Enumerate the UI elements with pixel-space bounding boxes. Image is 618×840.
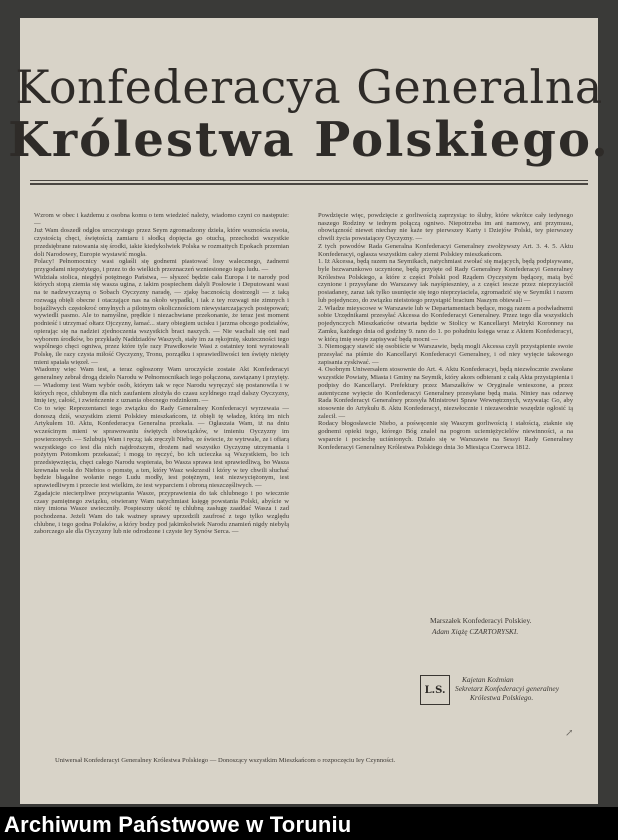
left-text-column: Wzrom w obec i każdemu z osobna komu o tem wiedzieć należy, wiadomo czyni co następuie: — Już Wam doszedł odgłos uroczystego przez Seym zgromadzony dzieła, które wsznościa swoia, czystością chęci, świętością zamiaru i słodką dopięcia go otuchą, przechodzi wszystkie przedsiębrane ratowania się środki, iakie kiedykolwiek Polska w rozmaitych Epokach przemian doli Narodowey, Europie wystawić mogła. Polacy! Pełnomocnicy wasi ogłaśli się godnemi piastować losy walecznego, żadnemi przygodami niepożytego, i przez to do wielkich przeznaczeń wzniesionego iego ludu. — Widziała stolica, niegdyś potężnego Państwa, — słyszeć będzie cała Europa i te narody pod których stopą ziemia się wasza ugina, z iakim pospiechem dalyli Posłowie i Deputowani wasi na te nadzwyczayną o Sobach Oyczyzny naradę, — zjakę bacznością dostrzegli — z iaką rozwagą obięli obecne i otaczające nas na około wypadki, i iak z tey rozwagi nie zimnych i bojaźliwych częstokroć omylnych a pilotnym okolicznościom niewystarczających postępowań; wywiedli pasmo. Ale to namyślne, prędkie i niezachwiane przekonanie, że teraz jest moment podnieść i utrzymać ołtarz Ojczyzny, łamać... stary obiegiem ucisku i jarzma obcego podziałów, opierając się na nadziei zjednoczenia wszystkich braci naszych. — Nie wachali się oni nad wyborem środków, bo przykłady Naddziadów Waszych, stały im za rękojmię, skuteczności tego wspólnego chęci ogniwa, przez które tyle razy Prawdkowie Wasi z ostatniey toni wyratowali Polskę, ile razy czysta miłość Oyczyzny, Tronu, porządku i sprawiedliwości ten święty nieięty mieni spaiała więzeł. — Wiadomy więc Wam iest, a teraz ogłoszony Wam uroczyście zostaie Akt Konfederacyi generalney zebrał drogą dzieło Narodu w Pełnomocnikach iego połączona, zawiązany i przyięty. — Wiadomy iest Wam wybór osób, którym tak w ręce Narodu wyręczyć się postanowila i w których ręce, chlubnym dla nich zaufaniem złożyła do czasu szyldnego rząd dalszy Oyczyzny, Imię iey, całość, i zwieńczenie z uznania obecnego rodzinkom. — Co to więc Reprezentanci tego związku do Rady Generalney Konfederacyi wyrzewaia — donoszą dziś, wszystkim ziemi Polskiey mieszkańcom, iż obięli tę władzę, którą im nich Artykułem 10. Aktu, Konfederacya Generalna przekala. — Ogłaszaia Wam, iż na dniu wcześcinym mieni w sprawowaniu świętych obowiązków, w imieniu Oyczyzny im powierzonych. — Szlubują Wam i ręczą; iak zręczyli Niebu, ze świecie, że wytrwale, ze i ofiarą wszystkiego co iest dla nich najdroższym, drożem nad wszystko Oyczyznę utrzymania i pożytym Potomkom przekazać; i mogą to ręczyć, bo ich ucieczka są Wszystkiem, bo ich przedsięwzięcia, chęci całego Narodu wspieraia, bo Wasza sprawa iest sprawiedliwą, bo Wasza krewnała wola do Niebios o pomstę, a ten, który Wasz wskrzesił i który w tey chwili słuchać będzie błagalne wołanie nego Ludu modły, iest potężnym, iest niezwyciężonym, iest sprawiedliwym i przecie iest wielkim, że iest wyparciem i obroną nieszczęśliwych. — Zgadajcie niecierpliwe przywiązania Wasze, przyprawienia do tak chlubnego i po wiecznie czasy pamiętnego związku, otwierany Wam natychmiast księgę powstania Polski, abyście w niey imiona Wasze uwieczniły. Pospieszny ukoić tę chlubną zasługę zaaddać Wasza i zad pochodzena. Jeżeli Wam do tak ważney sprawy uprzedzili zaufrosć z tego tylko względu chlubne, i tego godna Polaków, a który bodzy pod jakimkolwiek Narodu znamień nigdy niebyłą zaborczego ale dla Oyczyzny lub nie odrodzone i czyste Iey Synów Serca. — — [34, 212, 289, 536]
document-title-line1: Konfederacya Generalna — [15, 60, 603, 114]
title-rule-bottom — [30, 183, 588, 185]
archive-label: Archiwum Państwowe w Toruniu — [4, 812, 352, 837]
marshal-title: Marszałek Konfederacyi Polskiey. — [430, 616, 532, 625]
document-footer: Uniwersał Konfederacyi Generalney Królestwa Polskiego — Donoszący wszystkim Mieszkańcom o rozpoczęciu Iey Czynności. — [55, 757, 396, 764]
secretary-name: Kajetan Koźmian — [462, 675, 514, 684]
secretary-title-line2: Królestwa Polskiego. — [470, 693, 534, 702]
title-rule-top — [30, 180, 588, 181]
marshal-name: Adam Xiążę CZARTORYSKI. — [432, 627, 519, 636]
secretary-title-line1: Sekretarz Konfederacyi generalney — [455, 684, 559, 693]
right-text-column: Powdzięcie więc, powdzięcie z gorliwością zaprzysiąc to śluby, które wkrótce cały iedynego naszego Rodziny w iednym połączą ogniwo. Niepotrzeba im ani namowy, ani przymusu, obowiązność niewet niechay nie każe tey pierwszey Karty i Dziejów Polski, tey pierwszey chwili życia powstaiącey Oyczyzny. — Z tych powodów Rada Generalna Konfederacyi Generalney zwołżywszy Art. 3. 4. 5. Aktu Konfederacyi, ogłasza wszystkim całey ziemi Polskiey mieszkańcom. 1. Iż Akcessa, będą razem na Seymikach, natychmiast zwołać się mających, będą podpisywane, byle bezwarunkowo uczynione, będą przyięte od Rady Generalney Konfederacyi Generalney Królestwa Polskiego, a które z części Polski pod Rządem Oyczystym będącey, maią być czynione i przysyłane do Warszawy iak nayśpieszniey, a z części iescze przez nieprzyiaciół posiadaney, zaraz iak tylko usunięcie się tego nieprzyiaciela, zgromadzić się w Seymiki i razem lub pojedynczo, do związku nieistotego przystąpić bracium Naszym obiewali — 2. Władze mieyscowe w Warszawie lub w Departamentach będące, mogą razem a podwładnemi sobie Urzędnikami przesyłać Akcessa do Konfederacyi Generalney. Przez tego dla wszystkich pojedynczych Mieszkańców otwarta będzie w Stolicy w Kancellaryi Metryki Koronney na Zamku, każdego dnia od godziny 9. rano do 1. po południu księga wraz z Aktem Konfederacyi, w którą imię swoje zapisywać będą mocni — 3. Niemogący stawić się osobiście w Warszawie, będą mogli Akcessa czyli przystąpienie swoie przesyłać na piśmie do Kancellaryi Konfederacyi Generalney, i od niey wyięcie takowego zapisania zyskiwać. — 4. Osobnym Uniwersałem stosownie do Art. 4. Aktu Konfederacyi, będą niezwłocznie zwołane wszystkie Powiaty, Miasta i Gminy na Seymik, który akors odbierani z całą Akta przystąpienia i podpisy do Kancellaryi. Prefektury przez Marszałków w Oryginale wnieszone, a przez autentyczne wyięcie do Konfederacyi Generalney przesyłane będą maia. Niniey nas odzewę Rada Konfederacyi Generalney przesyła Ministrowi Spraw Wewnętrznych, wzywaiąc Go, aby stosownie do Artykułu 8. Aktu Konfederacyi, niezwłocznie i niezawodnie wszędzie ogłosić ią zalecił. — Rodacy błogosławcie Niebo, a pośwęcenie się Waszym gorliwością i stałością, ztaknie się godnemi opieki tego, którego Bóg znaleł na pogrom uciemiężycielów niewinności, a na wsparcie i pociechę uciśnionych. Działo się w Warszawie na Sessyi Rady Generalney Konfederacyi Generalney Królestwa Polskiego dnia 3o Miesiąca Czerwca 1812. — [318, 212, 573, 451]
document-title-line2: Królestwa Polskiego. — [8, 112, 610, 168]
handwritten-mark-icon: ↗ — [565, 728, 574, 739]
locus-sigilli-seal: L.S. — [420, 675, 450, 705]
